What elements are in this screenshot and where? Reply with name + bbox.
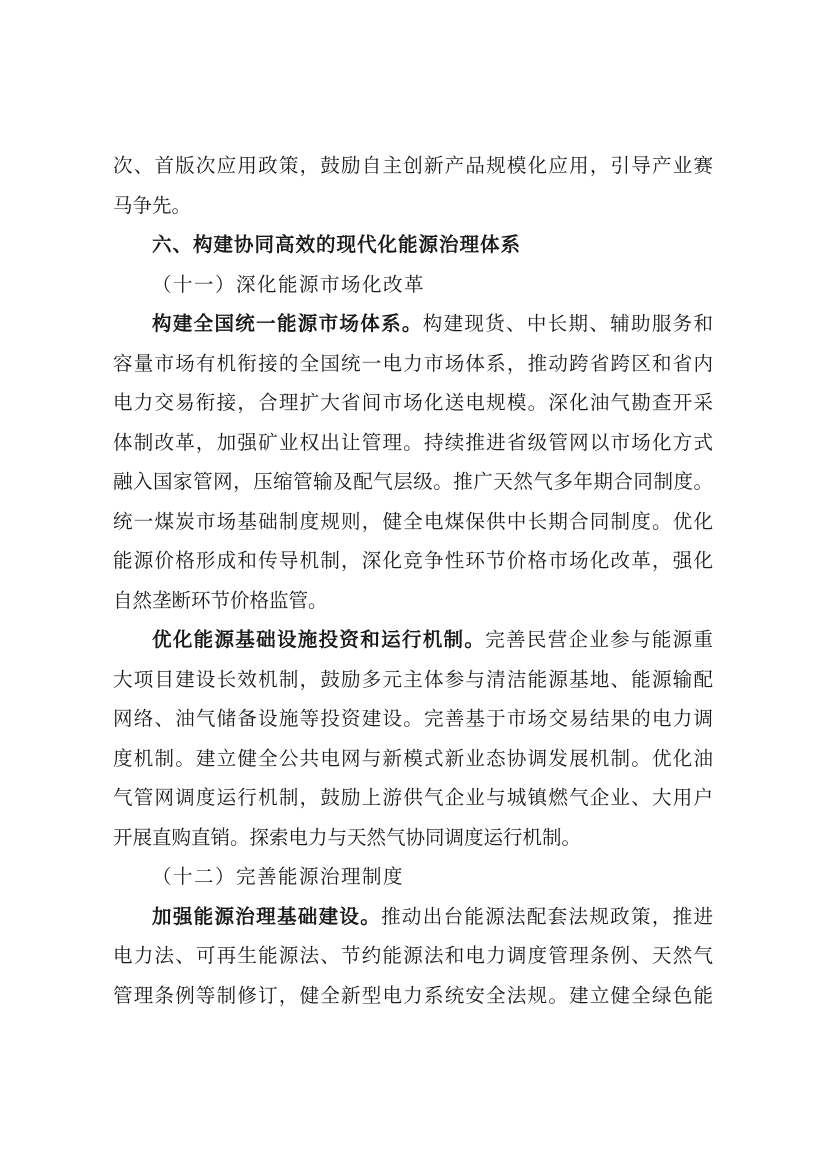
paragraph-lead: 加强能源治理基础建设。 bbox=[152, 904, 382, 928]
paragraph-line: 电力法、可再生能源法、节约能源法和电力调度管理条例、天然气 bbox=[113, 944, 713, 967]
paragraph-text: 推动出台能源法配套法规政策，推进 bbox=[381, 904, 713, 928]
paragraph-first-line bbox=[113, 897, 713, 937]
paragraph-line: 融入国家管网，压缩管输及配气层级。推广天然气多年期合同制度。 bbox=[113, 470, 713, 493]
paragraph-lead: 优化能源基础设施投资和运行机制。 bbox=[152, 628, 486, 651]
paragraph-first-line bbox=[113, 304, 713, 344]
paragraph-first-line bbox=[113, 620, 713, 660]
paragraph-line: 马争先。 bbox=[113, 193, 192, 217]
paragraph-lead: 构建全国统一能源市场体系。 bbox=[152, 312, 423, 335]
paragraph-line: 电力交易衔接，合理扩大省间市场化送电规模。深化油气勘查开采 bbox=[113, 391, 713, 414]
paragraph-text: 完善民营企业参与能源重 bbox=[485, 628, 713, 651]
paragraph-line: 管理条例等制修订，健全新型电力系统安全法规。建立健全绿色能 bbox=[113, 983, 713, 1007]
document-page bbox=[113, 146, 713, 1015]
paragraph-line: 气管网调度运行机制，鼓励上游供气企业与城镇燃气企业、大用户 bbox=[113, 786, 713, 809]
subsection-heading: （十一）深化能源市场化改革 bbox=[152, 272, 426, 296]
paragraph-line: 开展直购直销。探索电力与天然气协同调度运行机制。 bbox=[113, 825, 582, 849]
subsection-heading: （十二）完善能源治理制度 bbox=[152, 865, 405, 888]
paragraph-line: 统一煤炭市场基础制度规则，健全电煤保供中长期合同制度。优化 bbox=[113, 509, 713, 533]
paragraph-line: 体制改革，加强矿业权出让管理。持续推进省级管网以市场化方式 bbox=[113, 430, 713, 454]
section-heading: 六、构建协同高效的现代化能源治理体系 bbox=[152, 233, 522, 256]
paragraph-line: 能源价格形成和传导机制，深化竞争性环节价格市场化改革，强化 bbox=[113, 549, 713, 572]
paragraph-line: 自然垄断环节价格监管。 bbox=[113, 588, 328, 612]
paragraph-line: 次、首版次应用政策，鼓励自主创新产品规模化应用，引导产业赛 bbox=[113, 154, 713, 177]
paragraph-line: 大项目建设长效机制，鼓励多元主体参与清洁能源基地、能源输配 bbox=[113, 667, 713, 691]
paragraph-line: 网络、油气储备设施等投资建设。完善基于市场交易结果的电力调 bbox=[113, 707, 713, 730]
paragraph-text: 构建现货、中长期、辅助服务和 bbox=[422, 312, 713, 335]
paragraph-line: 容量市场有机衔接的全国统一电力市场体系，推动跨省跨区和省内 bbox=[113, 351, 713, 375]
paragraph-line: 度机制。建立健全公共电网与新模式新业态协调发展机制。优化油 bbox=[113, 746, 713, 770]
